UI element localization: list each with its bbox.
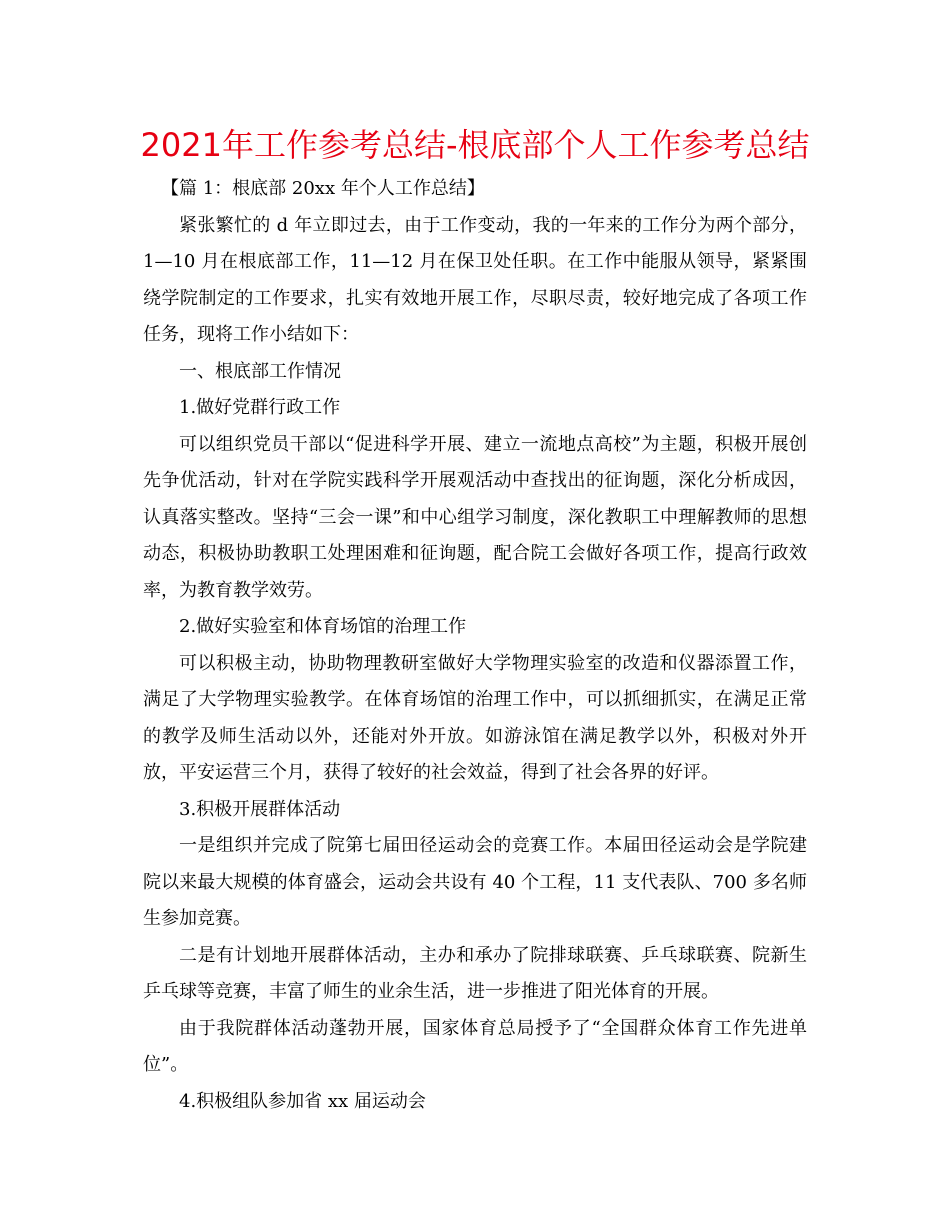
paragraph: 可以组织党员干部以“促进科学开展、建立一流地点高校”为主题，积极开展创先争优活动，针对在学院实践科学开展观活动中查找出的征询题，深化分析成因，认真落实整改。坚持“三会一课”和中心组学习制度，深化教职工中理解教师的思想动态，积极协助教职工处理困难和征询题，配合院工会做好各项工作，提高行政效率，为教育教学效劳。 (143, 433, 807, 601)
section-subtitle: 【篇 1：根底部 20xx 年个人工作总结】 (161, 178, 485, 199)
subsection-heading: 4.积极组队参加省 xx 届运动会 (179, 1090, 426, 1112)
document-title: 2021年工作参考总结-根底部个人工作参考总结 (140, 126, 810, 164)
subsection-heading: 1.做好党群行政工作 (179, 397, 341, 418)
paragraph: 可以积极主动，协助物理教研室做好大学物理实验室的改造和仪器添置工作，满足了大学物理实验教学。在体育场馆的治理工作中，可以抓细抓实，在满足正常的教学及师生活动以外，还能对外开放。如游泳馆在满足教学以外，积极对外开放，平安运营三个月，获得了较好的社会效益，得到了社会各界的好评。 (143, 652, 807, 783)
paragraph: 一是组织并完成了院第七届田径运动会的竞赛工作。本届田径运动会是学院建院以来最大规模的体育盛会，运动会共设有 40 个工程，11 支代表队、700 多名师生参加竞赛。 (143, 835, 807, 929)
subsection-heading: 2.做好实验室和体育场馆的治理工作 (179, 616, 467, 637)
subsection-heading: 3.积极开展群体活动 (179, 798, 341, 820)
paragraph: 由于我院群体活动蓬勃开展，国家体育总局授予了“全国群众体育工作先进单位”。 (143, 1017, 807, 1075)
section-heading: 一、根底部工作情况 (179, 360, 341, 382)
document-body (143, 171, 807, 1120)
paragraph-intro: 紧张繁忙的 d 年立即过去，由于工作变动，我的一年来的工作分为两个部分，1—10 月在根底部工作，11—12 月在保卫处任职。在工作中能服从领导，紧紧围绕学院制定的工作要求，扎实有效地开展工作，尽职尽责，较好地完成了各项工作任务，现将工作小结如下： (143, 214, 807, 345)
paragraph: 二是有计划地开展群体活动，主办和承办了院排球联赛、乒乓球联赛、院新生乒乓球等竞赛，丰富了师生的业余生活，进一步推进了阳光体育的开展。 (143, 944, 807, 1002)
